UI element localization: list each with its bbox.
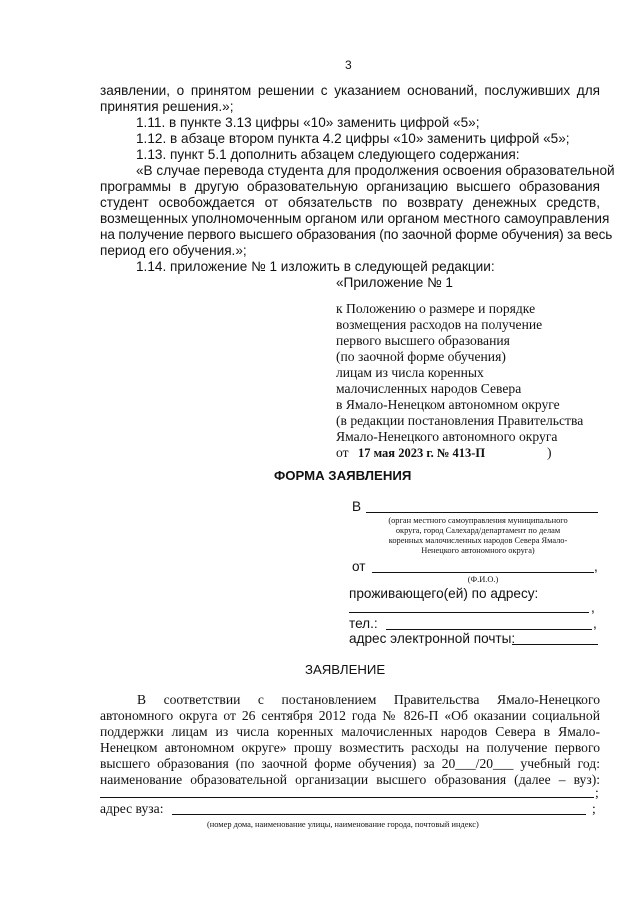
body-line-8: студент освобождается от обязательств по возврату денежных средств, [100, 195, 600, 210]
body-line-12: 1.14. приложение № 1 изложить в следующей редакции: [136, 259, 495, 274]
from-label: от [352, 559, 366, 574]
org-hint-line-4: Ненецкого автономного округа) [421, 546, 535, 555]
statement-line-1: В соответствии с постановлением Правительства Ямало-Ненецкого [137, 692, 600, 707]
to-label: В [352, 499, 362, 514]
appendix-date-number: 17 мая 2023 г. № 413-П [358, 446, 486, 460]
appendix-from-label: от [336, 445, 349, 460]
body-line-9: возмещенных уполномоченным органом или органом местного самоуправления [100, 211, 610, 226]
appendix-line-5: лицам из числа коренных [336, 365, 484, 380]
email-label: адрес электронной почты: [349, 631, 516, 646]
body-line-4: 1.12. в абзаце втором пункта 4.2 цифры «10» заменить цифрой «5»; [136, 131, 570, 146]
appendix-line-7: в Ямало-Ненецком автономном округе [336, 397, 560, 412]
fio-comma: , [594, 559, 598, 574]
appendix-line-1: к Положению о размере и порядке [336, 301, 536, 316]
body-line-10: на получение первого высшего образования (по заочной форме обучения) за весь [100, 227, 613, 242]
appendix-line-4: (по заочной форме обучения) [336, 349, 506, 364]
uni-address-field-line[interactable] [172, 814, 586, 815]
appendix-line-9: Ямало-Ненецкого автономного округа [336, 429, 558, 444]
appendix-line-6: малочисленных народов Севера [336, 381, 522, 396]
org-hint-line-2: округа, город Салехард/департамент по делам [395, 526, 561, 535]
fio-hint: (Ф.И.О.) [467, 575, 499, 584]
page-number: 3 [345, 58, 352, 72]
statement-line-5: высшего образования (по заочной форме обучения) за 20___/20___ учебный год: [100, 756, 600, 771]
appendix-line-3: первого высшего образования [336, 333, 510, 348]
statement-line-4: Ненецком автономном округе» прошу возместить расходы на получение первого [100, 740, 600, 755]
uni-address-semicolon: ; [592, 801, 596, 816]
email-field-line[interactable] [512, 644, 598, 645]
university-name-semicolon: ; [595, 785, 599, 800]
body-line-3: 1.11. в пункте 3.13 цифры «10» заменить цифрой «5»; [136, 115, 480, 130]
appendix-line-8: (в редакции постановления Правительства [336, 413, 584, 428]
phone-field-line[interactable] [386, 629, 592, 630]
body-line-7: программы в другую образовательную организацию высшего образования [100, 179, 600, 194]
phone-comma: , [593, 616, 597, 631]
uni-address-hint: (номер дома, наименование улицы, наименование города, почтовый индекс) [207, 820, 479, 829]
form-title: ФОРМА ЗАЯВЛЕНИЯ [274, 468, 412, 483]
statement-line-2: автономного округа от 26 сентября 2012 года № 826-П «Об оказании социальной [100, 708, 600, 723]
address-comma: , [591, 600, 595, 615]
appendix-close-paren: ) [547, 445, 552, 460]
body-line-1: заявлении, о принятом решении с указанием оснований, послуживших для [100, 83, 600, 98]
uni-address-label: адрес вуза: [100, 801, 164, 816]
address-label: проживающего(ей) по адресу: [349, 586, 539, 601]
appendix-line-2: возмещения расходов на получение [336, 317, 543, 332]
to-field-line[interactable] [366, 512, 598, 513]
body-line-11: период его обучения.»; [100, 243, 247, 258]
statement-title: ЗАЯВЛЕНИЕ [305, 662, 386, 677]
phone-label: тел.: [349, 616, 378, 631]
fio-field-line[interactable] [372, 572, 594, 573]
appendix-title: «Приложение № 1 [336, 275, 453, 290]
statement-line-6: наименование образовательной организации высшего образования (далее – вуз): [100, 772, 600, 787]
org-hint-line-3: коренных малочисленных народов Севера Ямало- [388, 536, 568, 545]
body-line-6: «В случае перевода студента для продолжения освоения образовательной [136, 163, 615, 178]
body-line-2: принятия решения.»; [100, 99, 234, 114]
university-name-field-line[interactable] [100, 797, 594, 798]
body-line-5: 1.13. пункт 5.1 дополнить абзацем следующего содержания: [136, 147, 520, 162]
org-hint-line-1: (орган местного самоуправления муниципального [388, 516, 568, 525]
address-field-line[interactable] [349, 612, 589, 613]
statement-line-3: поддержки лицам из числа коренных малочисленных народов Севера в Ямало- [100, 724, 600, 739]
